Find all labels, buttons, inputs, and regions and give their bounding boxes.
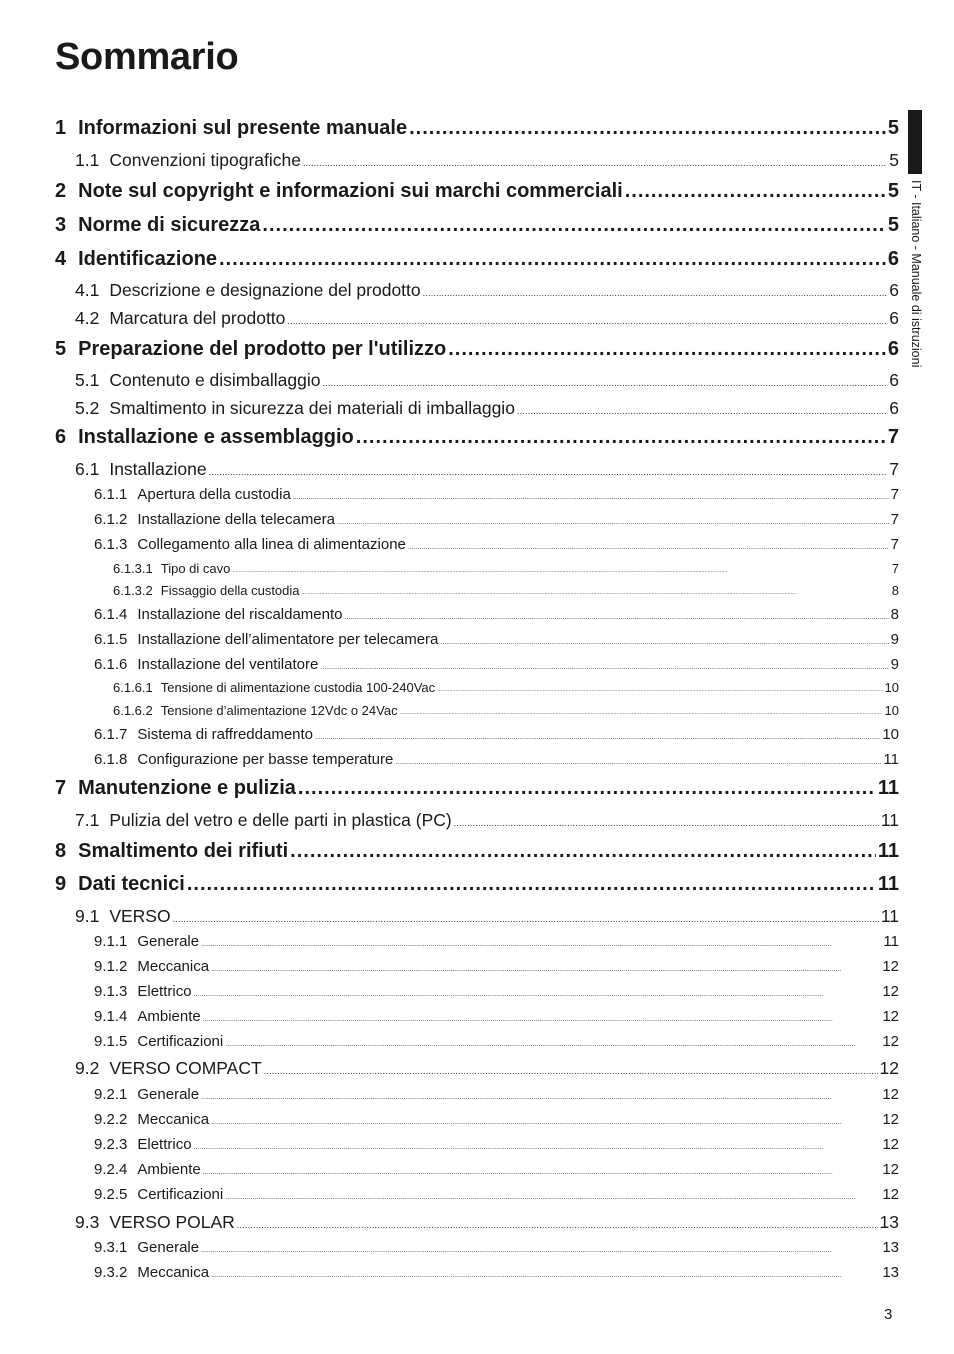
toc-entry[interactable] — [75, 150, 899, 171]
toc-entry-page: 5 — [887, 214, 899, 236]
toc-entry-number: 9.2.1 — [94, 1086, 128, 1103]
side-tab-marker — [908, 110, 922, 174]
toc-entry[interactable] — [75, 1058, 899, 1079]
toc-entry-page: 7 — [887, 426, 899, 448]
toc-dot-leader — [440, 639, 888, 648]
toc-entry-title: Sistema di raffreddamento — [137, 726, 314, 743]
toc-entry-page: 12 — [882, 1033, 899, 1050]
toc-entry-page: 5 — [889, 150, 899, 170]
toc-entry-page: 12 — [882, 958, 899, 975]
toc-entry-page: 12 — [882, 1161, 899, 1178]
toc-dot-leader — [211, 1119, 880, 1128]
toc-entry[interactable] — [113, 680, 899, 695]
toc-entry[interactable] — [94, 606, 899, 623]
toc-entry-title: Manutenzione e pulizia — [78, 777, 296, 799]
toc-entry-number: 9.3 — [75, 1212, 100, 1232]
toc-entry-number: 6.1.8 — [94, 751, 128, 768]
toc-entry-number: 4.1 — [75, 280, 100, 300]
toc-entry-page: 6 — [889, 308, 899, 328]
toc-entry-page: 13 — [882, 1239, 899, 1256]
toc-dot-leader — [302, 590, 890, 598]
toc-entry-title: Meccanica — [137, 958, 210, 975]
toc-entry-title: Marcatura del prodotto — [109, 308, 286, 328]
toc-dot-leader — [320, 664, 888, 673]
toc-entry[interactable] — [113, 703, 899, 718]
toc-entry-title: Norme di sicurezza — [78, 214, 261, 236]
toc-entry-page: 11 — [883, 751, 899, 768]
toc-entry-page: 12 — [882, 1086, 899, 1103]
toc-entry-number: 8 — [55, 840, 67, 862]
toc-entry-number: 6.1.7 — [94, 726, 128, 743]
toc-entry-title: VERSO COMPACT — [109, 1058, 262, 1078]
toc-dot-leader — [356, 426, 886, 449]
toc-dot-leader — [400, 710, 883, 718]
toc-entry-page: 11 — [880, 906, 899, 926]
toc-dot-leader — [409, 117, 886, 140]
toc-entry-number: 5.1 — [75, 370, 100, 390]
toc-entry-number: 9.2.4 — [94, 1161, 128, 1178]
toc-entry-page: 8 — [891, 583, 899, 598]
toc-dot-leader — [303, 158, 887, 171]
toc-entry[interactable] — [75, 1212, 899, 1233]
toc-entry-title: Smaltimento dei rifiuti — [78, 840, 289, 862]
toc-entry-number: 7.1 — [75, 810, 100, 830]
toc-dot-leader — [395, 759, 881, 768]
toc-dot-leader — [437, 687, 882, 695]
toc-entry-page: 8 — [890, 606, 899, 623]
toc-entry-number: 9.1 — [75, 906, 100, 926]
toc-entry-page: 11 — [877, 840, 899, 862]
toc-dot-leader — [322, 378, 887, 391]
toc-entry[interactable] — [55, 117, 899, 140]
toc-entry-number: 9.1.1 — [94, 933, 128, 950]
toc-dot-leader — [287, 316, 887, 329]
toc-entry[interactable] — [55, 248, 899, 271]
toc-dot-leader — [454, 818, 879, 831]
toc-entry-page: 7 — [891, 561, 899, 576]
toc-entry[interactable] — [94, 1086, 899, 1103]
toc-entry-page: 11 — [880, 810, 899, 830]
toc-entry-number: 9.1.5 — [94, 1033, 128, 1050]
toc-entry[interactable] — [94, 631, 899, 648]
toc-entry[interactable] — [94, 933, 899, 950]
toc-dot-leader — [264, 1066, 878, 1079]
toc-entry-title: Installazione del ventilatore — [137, 656, 319, 673]
toc-entry-number: 9.1.3 — [94, 983, 128, 1000]
toc-entry[interactable] — [75, 280, 899, 301]
toc-entry-page: 12 — [882, 983, 899, 1000]
side-language-label: IT - Italiano - Manuale di istruzioni — [909, 180, 923, 368]
toc-dot-leader — [298, 777, 876, 800]
toc-entry-title: Tipo di cavo — [160, 561, 231, 576]
toc-entry-number: 5 — [55, 338, 67, 360]
page-number: 3 — [884, 1306, 893, 1323]
toc-entry-number: 6.1 — [75, 459, 100, 479]
toc-dot-leader — [194, 1144, 881, 1153]
toc-dot-leader — [211, 1272, 880, 1281]
toc-entry[interactable] — [94, 486, 899, 503]
toc-entry-page: 9 — [890, 631, 899, 648]
toc-entry-page: 6 — [889, 398, 899, 418]
toc-entry-page: 12 — [882, 1136, 899, 1153]
toc-dot-leader — [201, 941, 881, 950]
toc-dot-leader — [194, 991, 881, 1000]
toc-dot-leader — [203, 1169, 881, 1178]
toc-entry-page: 11 — [877, 873, 899, 895]
toc-dot-leader — [315, 734, 880, 743]
toc-dot-leader — [408, 544, 889, 553]
toc-entry-title: Certificazioni — [137, 1033, 224, 1050]
toc-dot-leader — [625, 180, 886, 203]
toc-entry-number: 6 — [55, 426, 67, 448]
toc-dot-leader — [187, 873, 876, 896]
toc-entry[interactable] — [55, 180, 899, 203]
toc-entry-number: 6.1.6 — [94, 656, 128, 673]
toc-entry-title: Pulizia del vetro e delle parti in plastica (PC) — [109, 810, 452, 830]
toc-entry[interactable] — [94, 1111, 899, 1128]
toc-entry-title: Identificazione — [78, 248, 218, 270]
toc-entry-page: 11 — [877, 777, 899, 799]
toc-entry-page: 7 — [890, 536, 899, 553]
toc-entry[interactable] — [55, 214, 899, 237]
toc-entry-title: Informazioni sul presente manuale — [78, 117, 408, 139]
toc-entry[interactable] — [94, 1264, 899, 1281]
toc-dot-leader — [293, 494, 889, 503]
toc-entry-title: Generale — [137, 1086, 200, 1103]
toc-entry[interactable] — [55, 873, 899, 896]
toc-entry-number: 1 — [55, 117, 67, 139]
toc-entry-number: 6.1.5 — [94, 631, 128, 648]
toc-entry-title: Installazione — [109, 459, 207, 479]
toc-entry-page: 5 — [887, 117, 899, 139]
toc-entry-number: 2 — [55, 180, 67, 202]
toc-dot-leader — [345, 614, 889, 623]
toc-dot-leader — [203, 1016, 881, 1025]
toc-entry-number: 9.2.5 — [94, 1186, 128, 1203]
toc-entry-number: 6.1.4 — [94, 606, 128, 623]
toc-entry[interactable] — [75, 398, 899, 419]
toc-entry[interactable] — [94, 1033, 899, 1050]
toc-entry-title: Elettrico — [137, 983, 192, 1000]
toc-entry-number: 9.3.1 — [94, 1239, 128, 1256]
toc-entry-page: 6 — [889, 280, 899, 300]
toc-entry-title: Certificazioni — [137, 1186, 224, 1203]
toc-entry-page: 11 — [883, 933, 899, 950]
toc-entry-title: Meccanica — [137, 1264, 210, 1281]
toc-entry-number: 5.2 — [75, 398, 100, 418]
toc-dot-leader — [211, 966, 880, 975]
toc-entry-title: Ambiente — [137, 1161, 201, 1178]
toc-entry-title: Tensione d’alimentazione 12Vdc o 24Vac — [160, 703, 398, 718]
toc-entry-title: Fissaggio della custodia — [160, 583, 300, 598]
toc-entry[interactable] — [113, 561, 899, 576]
toc-entry[interactable] — [94, 1136, 899, 1153]
toc-dot-leader — [448, 338, 886, 361]
toc-entry-title: Installazione dell’alimentatore per telecamera — [137, 631, 439, 648]
toc-entry-title: Configurazione per basse temperature — [137, 751, 394, 768]
toc-entry-page: 7 — [889, 459, 899, 479]
toc-entry-title: Installazione della telecamera — [137, 511, 335, 528]
toc-dot-leader — [262, 214, 885, 237]
toc-entry[interactable] — [75, 906, 899, 927]
toc-entry[interactable] — [55, 338, 899, 361]
toc-entry-number: 9.1.4 — [94, 1008, 128, 1025]
toc-entry-title: Dati tecnici — [78, 873, 185, 895]
toc-entry-number: 6.1.1 — [94, 486, 128, 503]
toc-entry-page: 10 — [884, 680, 899, 695]
toc-entry-title: Smaltimento in sicurezza dei materiali di imballaggio — [109, 398, 515, 418]
toc-entry-title: Installazione e assemblaggio — [78, 426, 354, 448]
toc-entry[interactable] — [94, 1008, 899, 1025]
toc-dot-leader — [219, 248, 886, 271]
toc-entry-number: 9.1.2 — [94, 958, 128, 975]
toc-entry-page: 12 — [882, 1008, 899, 1025]
toc-entry-page: 13 — [879, 1212, 899, 1232]
toc-entry-title: Note sul copyright e informazioni sui marchi commerciali — [78, 180, 623, 202]
toc-entry[interactable] — [55, 840, 899, 863]
toc-entry-page: 12 — [882, 1111, 899, 1128]
toc-entry[interactable] — [94, 1161, 899, 1178]
toc-dot-leader — [290, 840, 876, 863]
toc-entry-title: VERSO POLAR — [109, 1212, 235, 1232]
toc-entry-title: Convenzioni tipografiche — [109, 150, 301, 170]
toc-entry-number: 6.1.3.1 — [113, 561, 153, 576]
toc-entry[interactable] — [75, 810, 899, 831]
toc-entry[interactable] — [55, 777, 899, 800]
toc-entry-page: 12 — [882, 1186, 899, 1203]
toc-dot-leader — [237, 1220, 878, 1233]
toc-entry-number: 4.2 — [75, 308, 100, 328]
toc-entry-number: 6.1.6.2 — [113, 703, 153, 718]
toc-entry-title: Tensione di alimentazione custodia 100-240Vac — [160, 680, 436, 695]
toc-entry-page: 6 — [887, 338, 899, 360]
toc-dot-leader — [337, 519, 889, 528]
toc-entry-page: 6 — [889, 370, 899, 390]
toc-entry-number: 6.1.6.1 — [113, 680, 153, 695]
toc-dot-leader — [517, 406, 887, 419]
toc-dot-leader — [209, 467, 888, 480]
toc-entry[interactable] — [75, 459, 899, 480]
toc-dot-leader — [201, 1094, 880, 1103]
toc-entry-number: 9.2.3 — [94, 1136, 128, 1153]
page-title: Sommario — [55, 36, 239, 78]
toc-entry[interactable] — [113, 583, 899, 598]
toc-entry[interactable] — [75, 370, 899, 391]
toc-entry-number: 3 — [55, 214, 67, 236]
toc-entry-page: 5 — [887, 180, 899, 202]
toc-entry-number: 1.1 — [75, 150, 100, 170]
toc-entry-number: 6.1.3 — [94, 536, 128, 553]
toc-entry-number: 4 — [55, 248, 67, 270]
toc-entry-title: Ambiente — [137, 1008, 201, 1025]
toc-entry-title: Elettrico — [137, 1136, 192, 1153]
toc-entry-title: Collegamento alla linea di alimentazione — [137, 536, 406, 553]
toc-entry-page: 13 — [882, 1264, 899, 1281]
toc-entry-title: Descrizione e designazione del prodotto — [109, 280, 421, 300]
toc-entry-page: 10 — [882, 726, 899, 743]
toc-entry[interactable] — [94, 1186, 899, 1203]
toc-entry-page: 6 — [887, 248, 899, 270]
toc-entry-title: Preparazione del prodotto per l'utilizzo — [78, 338, 447, 360]
toc-entry-number: 9.3.2 — [94, 1264, 128, 1281]
toc-entry-title: Generale — [137, 933, 200, 950]
toc-entry[interactable] — [94, 726, 899, 743]
toc-entry[interactable] — [55, 426, 899, 449]
toc-entry[interactable] — [94, 536, 899, 553]
toc-dot-leader — [201, 1247, 880, 1256]
toc-entry-number: 9.2 — [75, 1058, 100, 1078]
toc-entry-title: Generale — [137, 1239, 200, 1256]
toc-dot-leader — [225, 1041, 880, 1050]
toc-entry-number: 9 — [55, 873, 67, 895]
toc-entry-title: VERSO — [109, 906, 171, 926]
toc-entry[interactable] — [94, 656, 899, 673]
toc-entry[interactable] — [94, 958, 899, 975]
toc-entry[interactable] — [94, 511, 899, 528]
toc-dot-leader — [232, 568, 889, 576]
toc-entry-title: Installazione del riscaldamento — [137, 606, 343, 623]
toc-entry-title: Contenuto e disimballaggio — [109, 370, 321, 390]
toc-entry[interactable] — [94, 983, 899, 1000]
toc-entry-page: 7 — [890, 486, 899, 503]
toc-entry-number: 9.2.2 — [94, 1111, 128, 1128]
toc-entry-number: 6.1.2 — [94, 511, 128, 528]
toc-entry-page: 9 — [890, 656, 899, 673]
toc-dot-leader — [225, 1194, 880, 1203]
toc-entry-page: 7 — [890, 511, 899, 528]
toc-entry-title: Apertura della custodia — [137, 486, 291, 503]
toc-entry[interactable] — [94, 751, 899, 768]
toc-entry-number: 7 — [55, 777, 67, 799]
toc-entry-title: Meccanica — [137, 1111, 210, 1128]
toc-dot-leader — [173, 914, 879, 927]
toc-dot-leader — [423, 288, 888, 301]
toc-entry[interactable] — [94, 1239, 899, 1256]
toc-entry[interactable] — [75, 308, 899, 329]
toc-entry-page: 10 — [884, 703, 899, 718]
toc-entry-page: 12 — [879, 1058, 899, 1078]
toc-entry-number: 6.1.3.2 — [113, 583, 153, 598]
